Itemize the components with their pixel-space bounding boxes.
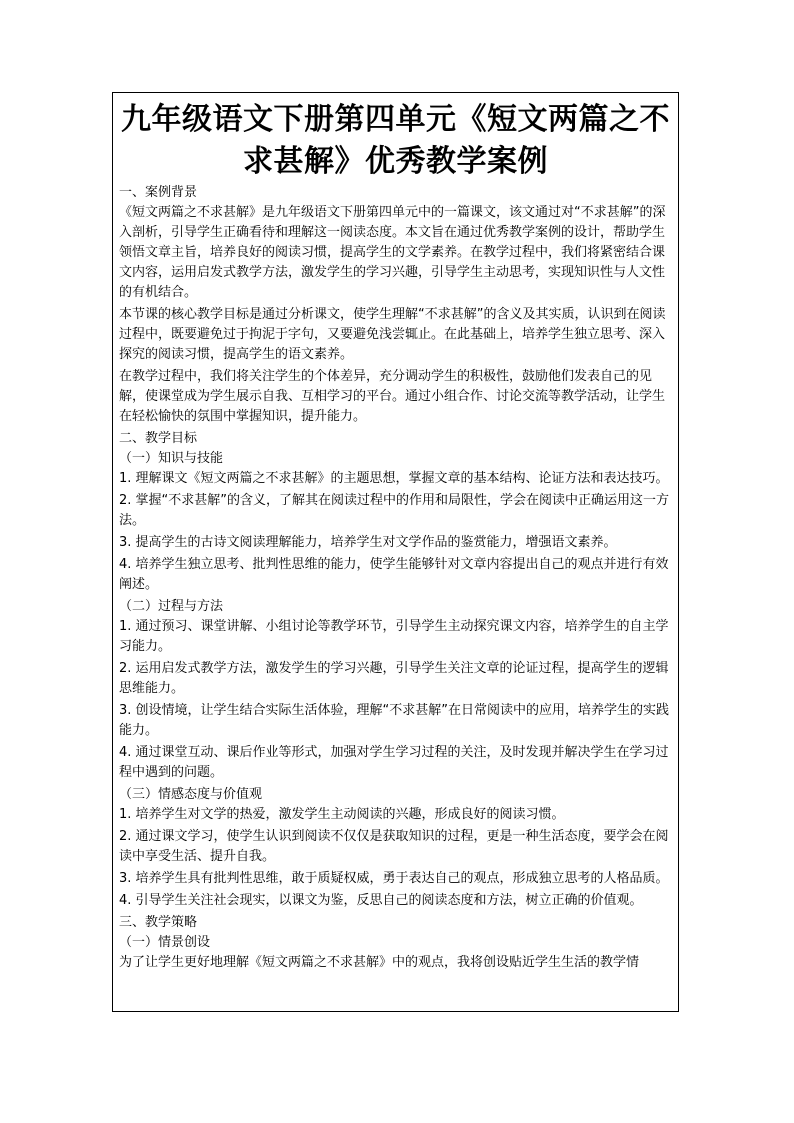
- section-heading: 三、教学策略: [119, 915, 198, 930]
- section-heading: 一、案例背景: [119, 185, 198, 200]
- document-title: 九年级语文下册第四单元《短文两篇之不求甚解》优秀教学案例: [121, 102, 670, 179]
- list-item: 2. 掌握“不求甚解”的含义，了解其在阅读过程中的作用和局限性，学会在阅读中正确运用这一方法。: [119, 493, 670, 528]
- paragraph: 为了让学生更好地理解《短文两篇之不求甚解》中的观点，我将创设贴近学生生活的教学情: [119, 955, 640, 970]
- list-item: 4. 培养学生独立思考、批判性思维的能力，使学生能够针对文章内容提出自己的观点并进行有效阐述。: [119, 557, 669, 592]
- paragraph: 本节课的核心教学目标是通过分析课文，使学生理解“不求甚解”的含义及其实质，认识到在阅读过程中，既要避免过于拘泥于字句，又要避免浅尝辄止。在此基础上，培养学生独立思考、深入探究的阅读习惯，提高学生的语文素养。: [119, 307, 666, 362]
- list-item: 2. 通过课文学习，使学生认识到阅读不仅仅是获取知识的过程，更是一种生活态度，要学会在阅读中享受生活、提升自我。: [119, 829, 669, 864]
- subsection-heading: （一）知识与技能: [119, 451, 224, 466]
- list-item: 1. 培养学生对文学的热爱，激发学生主动阅读的兴趣，形成良好的阅读习惯。: [119, 807, 565, 822]
- list-item: 4. 引导学生关注社会现实，以课文为鉴，反思自己的阅读态度和方法，树立正确的价值观。: [119, 893, 643, 908]
- document-frame: [112, 92, 679, 1012]
- section-heading: 二、教学目标: [119, 431, 198, 446]
- list-item: 3. 创设情境，让学生结合实际生活体验，理解“不求甚解”在日常阅读中的应用，培养学生的实践能力。: [119, 703, 670, 738]
- subsection-heading: （二）过程与方法: [119, 599, 224, 614]
- paragraph: 在教学过程中，我们将关注学生的个体差异，充分调动学生的积极性，鼓励他们发表自己的见解，使课堂成为学生展示自我、互相学习的平台。通过小组合作、讨论交流等教学活动，让学生在轻松愉快的氛围中掌握知识，提升能力。: [119, 369, 666, 424]
- paragraph: 《短文两篇之不求甚解》是九年级语文下册第四单元中的一篇课文，该文通过对“不求甚解”的深入剖析，引导学生正确看待和理解这一阅读态度。本文旨在通过优秀教学案例的设计，帮助学生领悟文章主旨，培养良好的阅读习惯，提高学生的文学素养。在教学过程中，我们将紧密结合课文内容，运用启发式教学方法，激发学生的学习兴趣，引导学生主动思考，实现知识性与人文性的有机结合。: [119, 205, 666, 300]
- list-item: 1. 理解课文《短文两篇之不求甚解》的主题思想，掌握文章的基本结构、论证方法和表达技巧。: [119, 471, 669, 486]
- list-item: 3. 培养学生具有批判性思维，敢于质疑权威，勇于表达自己的观点，形成独立思考的人格品质。: [119, 871, 669, 886]
- list-item: 4. 通过课堂互动、课后作业等形式，加强对学生学习过程的关注，及时发现并解决学生在学习过程中遇到的问题。: [119, 745, 669, 780]
- list-item: 1. 通过预习、课堂讲解、小组讨论等教学环节，引导学生主动探究课文内容，培养学生的自主学习能力。: [119, 619, 669, 654]
- list-item: 2. 运用启发式教学方法，激发学生的学习兴趣，引导学生关注文章的论证过程，提高学生的逻辑思维能力。: [119, 661, 669, 696]
- subsection-heading: （三）情感态度与价值观: [119, 787, 263, 802]
- subsection-heading: （一）情景创设: [119, 935, 211, 950]
- document-body: [113, 183, 678, 973]
- list-item: 3. 提高学生的古诗文阅读理解能力，培养学生对文学作品的鉴赏能力，增强语文素养。: [119, 535, 617, 550]
